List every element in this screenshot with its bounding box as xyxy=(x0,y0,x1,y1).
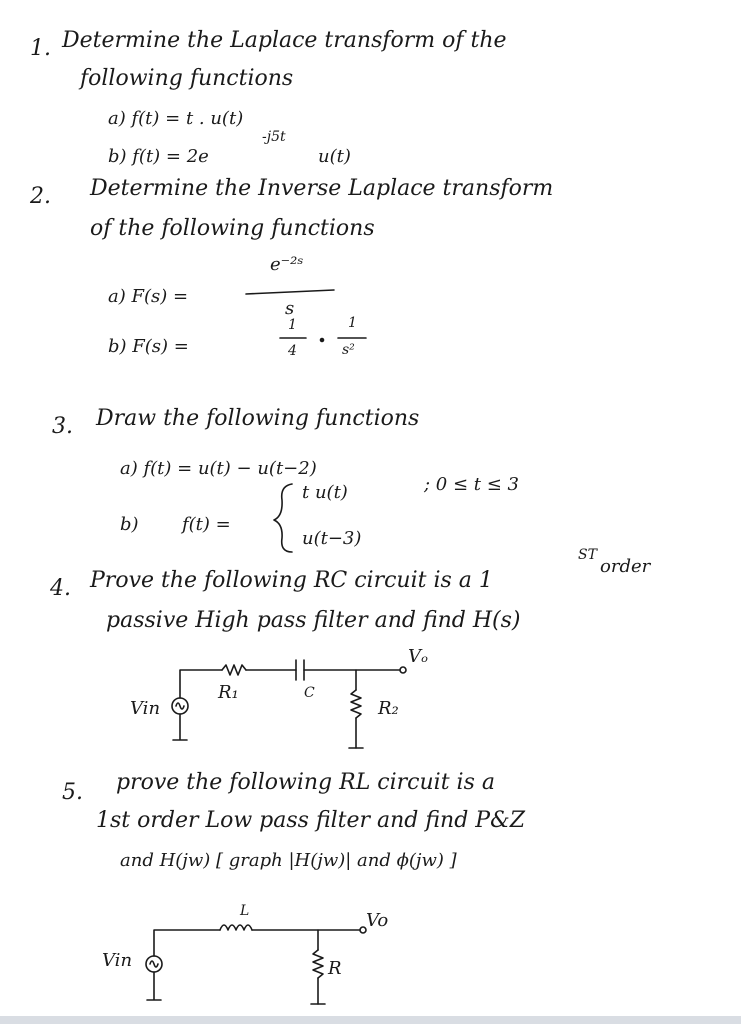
q2-part-b-label: b) F(s) = xyxy=(108,336,189,357)
q5-circuit-r-resistor xyxy=(313,950,323,978)
q5-circuit-inductor xyxy=(220,925,252,930)
q2-title-line1: Determine the Inverse Laplace transform xyxy=(90,176,554,201)
q2-part-a-label: a) F(s) = xyxy=(108,286,189,307)
q4-circuit-r2-label: R₂ xyxy=(378,698,399,719)
q4-title-superscript: ST xyxy=(578,547,597,563)
q3-part-b-case1-condition: ; 0 ≤ t ≤ 3 xyxy=(424,474,519,495)
q3-part-a: a) f(t) = u(t) − u(t−2) xyxy=(120,458,317,479)
q5-circuit-output-terminal xyxy=(360,927,366,933)
q4-circuit-vo-label: Vₒ xyxy=(408,646,428,667)
q5-number: 5. xyxy=(62,780,83,805)
q3-part-b-case2: u(t−3) xyxy=(302,528,362,549)
q3-number: 3. xyxy=(52,414,73,439)
q1-part-b: b) f(t) = 2e xyxy=(108,146,209,167)
q4-circuit-c-label: C xyxy=(304,685,315,701)
q1-part-b-step: u(t) xyxy=(318,146,351,167)
q4-title-line1: Prove the following RC circuit is a 1 xyxy=(90,568,493,593)
q4-circuit-vin-label: Vin xyxy=(130,698,161,719)
q5-circuit-l-label: L xyxy=(240,903,250,919)
q2-part-a-denominator: s xyxy=(285,298,295,319)
q1-title-line1: Determine the Laplace transform of the xyxy=(62,28,507,53)
q2-part-b-multiply-dot xyxy=(321,339,324,342)
q4-circuit-r2-resistor xyxy=(351,690,361,718)
q1-part-a: a) f(t) = t . u(t) xyxy=(108,108,244,129)
q2-part-b-frac1-num: 1 xyxy=(288,317,297,333)
q2-part-b-frac2-den: s² xyxy=(342,342,355,358)
q3-part-b-case1: t u(t) xyxy=(302,482,348,503)
q5-circuit-vin-label: Vin xyxy=(102,950,133,971)
q2-part-a-fraction-bar xyxy=(246,290,334,294)
q4-title-line2: passive High pass filter and find H(s) xyxy=(106,608,521,633)
q5-circuit-ground-left xyxy=(147,972,161,1000)
q5-circuit-diagram xyxy=(146,925,366,1004)
q4-circuit-ground-left xyxy=(173,714,187,740)
q3-part-b-label: b) xyxy=(120,514,139,535)
q3-title: Draw the following functions xyxy=(96,406,420,431)
q3-part-b-lhs: f(t) = xyxy=(182,514,231,535)
q4-circuit-r1-label: R₁ xyxy=(218,682,239,703)
q5-circuit-vo-label: Vo xyxy=(366,910,389,931)
q1-number: 1. xyxy=(30,36,51,61)
q3-part-b-brace xyxy=(274,484,292,552)
q4-circuit-diagram xyxy=(172,660,406,748)
q2-part-b-frac1-den: 4 xyxy=(288,343,297,359)
q5-title-line1: prove the following RL circuit is a xyxy=(116,770,495,795)
q4-number: 4. xyxy=(50,576,71,601)
q2-part-b-frac2-num: 1 xyxy=(348,315,357,331)
q4-circuit-output-terminal xyxy=(400,667,406,673)
q5-circuit-r-label: R xyxy=(328,958,342,979)
q4-title-order: order xyxy=(600,556,651,577)
bottom-scrollbar-strip xyxy=(0,1016,741,1024)
q2-title-line2: of the following functions xyxy=(90,216,375,241)
q4-circuit-r1-resistor xyxy=(222,665,246,675)
q2-part-a-numerator: e⁻²ˢ xyxy=(270,254,304,275)
q4-circuit-capacitor xyxy=(296,660,304,680)
q1-part-b-exponent: -j5t xyxy=(262,129,286,145)
q1-title-line2: following functions xyxy=(80,66,294,91)
q5-title-line2: 1st order Low pass filter and find P&Z xyxy=(96,808,525,833)
q5-title-line3: and H(jw) [ graph |H(jw)| and ϕ(jw) ] xyxy=(120,850,457,871)
q2-number: 2. xyxy=(30,184,51,209)
